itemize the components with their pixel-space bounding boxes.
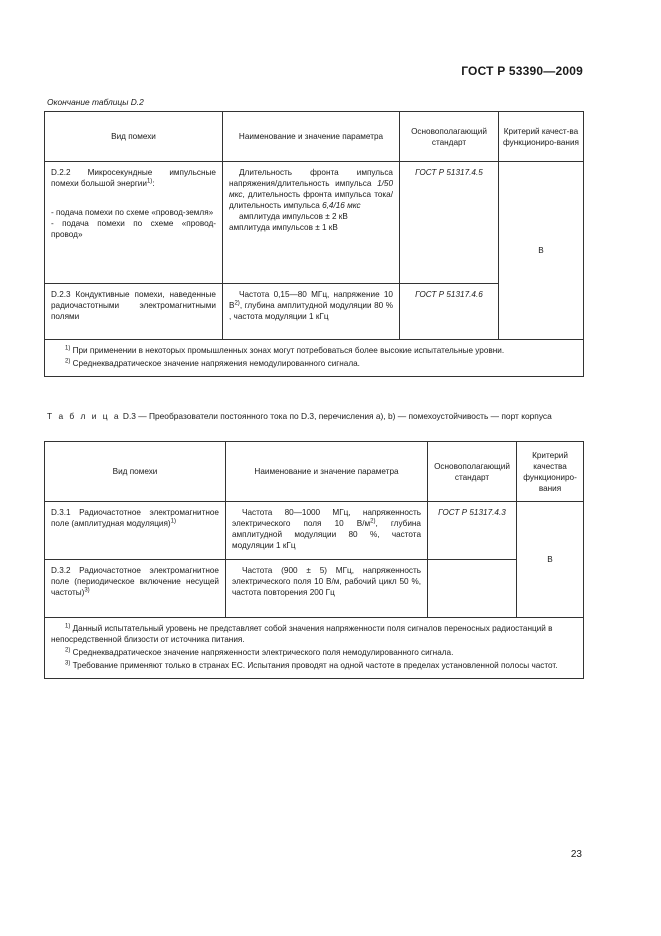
parameter-line: амплитуда импульсов ± 2 кВ	[239, 212, 348, 221]
footnotes-row	[45, 618, 584, 679]
column-header: Основополагающий стандарт	[400, 112, 499, 162]
parameter-text: , длительность фронта импульса тока/длительность импульса	[229, 190, 393, 210]
base-standard: ГОСТ Р 51317.4.5	[400, 162, 499, 284]
footnote	[51, 358, 577, 369]
table-caption-label: Т а б л и ц а	[47, 411, 121, 421]
footnote-text: При применении в некоторых промышленных зонах могут потребоваться более высокие испытательные уровни.	[70, 346, 505, 355]
parameter-text: Частота 80—1000 МГц, напряженность электрического поля 10 В/м	[232, 508, 421, 528]
parameter-text: , глубина амплитудной модуляции 80 %, частота модуляции 1 кГц	[232, 519, 421, 550]
table-continuation-title: Окончание таблицы D.2	[47, 97, 144, 107]
footnote-mark: 1)	[65, 345, 71, 352]
footnote-mark: 2)	[65, 358, 71, 365]
base-standard: ГОСТ Р 51317.4.6	[400, 284, 499, 340]
base-standard: ГОСТ Р 51317.4.3	[428, 502, 517, 560]
table-header-row	[45, 112, 584, 162]
parameter-cell	[223, 162, 400, 284]
footnote-ref: 2)	[234, 300, 240, 307]
footnote-text: Данный испытательный уровень не представляет собой значения напряженности поля сигналов переносных радиостанций в непосредственной близости от источника питания.	[51, 624, 553, 644]
disturbance-kind: D.3.2 Радиочастотное электромагнитное поле (периодическое включение несущей частоты)	[51, 566, 219, 597]
footnote-mark: 2)	[65, 647, 71, 654]
page-number: 23	[570, 849, 582, 860]
footnote	[51, 647, 577, 658]
footnotes-row	[45, 340, 584, 377]
footnote	[51, 623, 577, 645]
footnotes-cell	[45, 618, 584, 679]
table-d2-end	[44, 111, 584, 377]
document-id: ГОСТ Р 53390—2009	[461, 64, 583, 78]
footnote-text: Среднеквадратическое значение напряжения немодулированного сигнала.	[70, 359, 360, 368]
parameter-line: амплитуда импульсов ± 1 кВ	[229, 223, 338, 232]
parameter-text: Частота 0,15—80 МГц, напряжение 10 В	[229, 290, 393, 310]
disturbance-subitem: - подача помехи по схеме «провод-земля»	[51, 208, 214, 217]
parameter-text: , глубина амплитудной модуляции 80 % , частота модуляции 1 кГц	[229, 301, 393, 321]
column-header: Критерий качест-ва функциониро-вания	[499, 112, 584, 162]
table-row	[45, 502, 584, 560]
disturbance-kind-cell	[45, 502, 226, 560]
parameter-text: Длительность фронта импульса напряжения/длительность импульса	[229, 168, 393, 188]
table-caption-text: D.3 — Преобразователи постоянного тока по D.3, перечисления а), b) — помехоустойчивость — порт корпуса	[120, 411, 552, 421]
parameter-value: 6,4/16 мкс	[322, 201, 361, 210]
disturbance-kind-cell	[45, 162, 223, 284]
disturbance-kind: D.3.1 Радиочастотное электромагнитное поле (амплитудная модуляция)	[51, 508, 219, 528]
column-header: Критерий качества функциониро-вания	[517, 442, 584, 502]
parameter-value: 1/50 мкс	[229, 179, 393, 199]
footnote-text: Требование применяют только в странах ЕС. Испытания проводят на одной частоте в пределах установленной полосы частот.	[70, 661, 558, 670]
column-header: Наименование и значение параметра	[226, 442, 428, 502]
footnote-ref: 1)	[170, 518, 177, 525]
table-row	[45, 560, 584, 618]
disturbance-subitem: - подача помехи по схеме «провод-провод»	[51, 219, 216, 239]
disturbance-kind-tail: :	[152, 179, 155, 188]
footnote-mark: 3)	[65, 660, 71, 667]
disturbance-kind: D.2.3 Кондуктивные помехи, наведенные радиочастотными электромагнитными полями	[51, 290, 216, 321]
disturbance-kind-cell	[45, 284, 223, 340]
footnotes-cell	[45, 340, 584, 377]
parameter-cell	[223, 284, 400, 340]
disturbance-kind: D.2.2 Микросекундные импульсные помехи большой энергии	[51, 168, 216, 188]
criterion-cell: B	[499, 162, 584, 340]
table-caption	[47, 410, 583, 422]
table-row	[45, 162, 584, 284]
footnote-text: Среднеквадратическое значение напряженности электрического поля немодулированного сигнала.	[70, 648, 454, 657]
parameter-cell	[226, 502, 428, 560]
footnote	[51, 345, 577, 356]
table-header-row	[45, 442, 584, 502]
parameter-cell	[226, 560, 428, 618]
criterion-cell: B	[517, 502, 584, 618]
column-header: Основополагающий стандарт	[428, 442, 517, 502]
footnote-ref: 3)	[84, 587, 90, 594]
footnote-mark: 1)	[65, 623, 71, 630]
base-standard	[428, 560, 517, 618]
disturbance-kind-cell	[45, 560, 226, 618]
table-d3	[44, 441, 584, 679]
column-header: Наименование и значение параметра	[223, 112, 400, 162]
footnote-ref: 1)	[146, 178, 153, 185]
parameter-text: Частота (900 ± 5) МГц, напряженность электрического поля 10 В/м, рабочий цикл 50 %, частота повторения 200 Гц	[232, 566, 421, 597]
column-header: Вид помехи	[45, 112, 223, 162]
footnote-ref: 2)	[370, 518, 376, 525]
column-header: Вид помехи	[45, 442, 226, 502]
footnote	[51, 660, 577, 671]
